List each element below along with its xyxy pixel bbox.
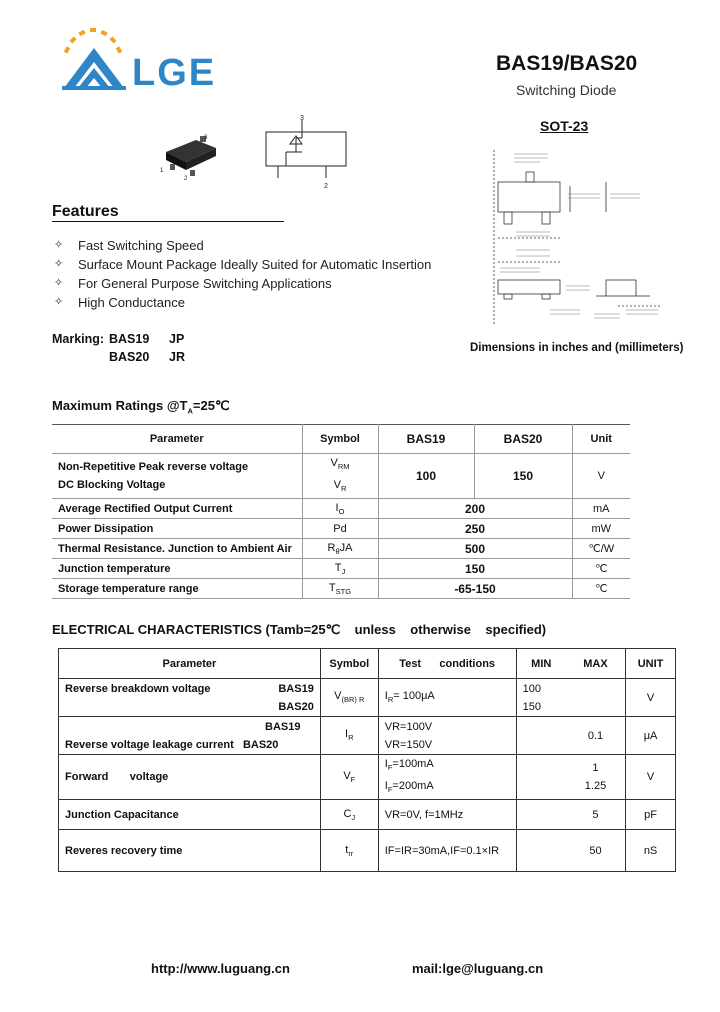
brand-name: LGE xyxy=(132,52,217,94)
test-trr: IF=IR=30mA,IF=0.1×IR xyxy=(378,830,516,872)
table-row xyxy=(52,539,630,559)
table-row xyxy=(52,559,630,579)
test-ir-1: VR=100V xyxy=(384,720,433,733)
value-rtheta: 500 xyxy=(378,539,572,559)
param-rtheta: Thermal Resistance. Junction to Ambient Air xyxy=(52,539,302,559)
table-header-row xyxy=(52,425,630,454)
param-tj: Junction temperature xyxy=(52,559,302,579)
header-bas20: BAS20 xyxy=(474,425,572,454)
max-vf-2: 1.25 xyxy=(584,780,607,793)
header-bas19: BAS19 xyxy=(378,425,474,454)
dimension-drawing xyxy=(490,146,665,328)
logo-mark-icon xyxy=(58,26,130,92)
unit-io: mA xyxy=(572,499,630,519)
feature-item: ✧ High Conductance xyxy=(54,295,185,310)
symbol-tj: $T_J$ xyxy=(302,559,378,579)
table-row xyxy=(59,755,676,800)
marking-code-2: JR xyxy=(169,350,185,364)
symbol-vr: $V_R$ xyxy=(333,479,347,494)
test-ir-2: VR=150V xyxy=(384,738,433,751)
footer-email[interactable]: mail:lge@luguang.cn xyxy=(412,961,544,976)
symbol-io: $I_O$ xyxy=(302,499,378,519)
part-bas19: BAS19 xyxy=(265,720,301,733)
unit-cj: pF xyxy=(626,800,676,830)
schem-pin2-label: 2 xyxy=(324,183,328,190)
part-title: BAS19/BAS20 xyxy=(496,52,638,75)
value-pd: 250 xyxy=(378,519,572,539)
header-unit: UNIT xyxy=(626,649,676,679)
unit-vbr: V xyxy=(626,679,676,717)
value-bas20-voltage: 150 xyxy=(474,454,572,499)
feature-item: ✧ Surface Mount Package Ideally Suited for Automatic Insertion xyxy=(54,257,432,272)
max-ratings-table xyxy=(52,424,630,599)
param-io: Average Rectified Output Current xyxy=(52,499,302,519)
package-photo xyxy=(158,130,228,182)
elec-table xyxy=(58,648,676,872)
table-row xyxy=(52,519,630,539)
elec-heading: ELECTRICAL CHARACTERISTICS (Tamb=25℃ unless otherwise specified) xyxy=(52,622,547,637)
unit-tj: ℃ xyxy=(572,559,630,579)
pin-schematic xyxy=(262,112,352,190)
symbol-rtheta: $R_\theta JA$ xyxy=(302,539,378,559)
package-name: SOT-23 xyxy=(540,118,589,134)
table-row xyxy=(59,800,676,830)
header-symbol: Symbol xyxy=(320,649,378,679)
table-row xyxy=(52,579,630,599)
max-trr: 50 xyxy=(566,830,626,872)
marking-part-2: BAS20 xyxy=(109,350,150,364)
brand-logo xyxy=(58,26,130,92)
feature-item: ✧ Fast Switching Speed xyxy=(54,238,204,253)
test-cj: VR=0V, f=1MHz xyxy=(378,800,516,830)
part-bas19: BAS19 xyxy=(278,682,314,695)
unit-pd: mW xyxy=(572,519,630,539)
header-test: Test conditions xyxy=(378,649,516,679)
unit-voltage: V xyxy=(572,454,630,499)
header-max: MAX xyxy=(566,649,626,679)
diamond-bullet-icon: ✧ xyxy=(54,239,64,251)
header-min: MIN xyxy=(516,649,566,679)
symbol-cj: $C_J$ xyxy=(320,800,378,830)
feature-item: ✧ For General Purpose Switching Applications xyxy=(54,276,332,291)
header-parameter: Parameter xyxy=(52,425,302,454)
max-ir: 0.1 xyxy=(566,717,626,755)
dimensions-caption: Dimensions in inches and (millimeters) xyxy=(470,342,684,354)
footer-url[interactable]: http://www.luguang.cn xyxy=(151,961,290,976)
features-underline xyxy=(52,221,284,222)
part-subtitle: Switching Diode xyxy=(516,82,617,98)
max-cj: 5 xyxy=(566,800,626,830)
unit-rtheta: ℃/W xyxy=(572,539,630,559)
symbol-vf: $V_F$ xyxy=(320,755,378,800)
value-tj: 150 xyxy=(378,559,572,579)
param-vbr: Reverse breakdown voltage xyxy=(65,682,211,695)
marking-label: Marking: xyxy=(52,332,105,346)
symbol-trr: $t_{rr}$ xyxy=(320,830,378,872)
diamond-bullet-icon: ✧ xyxy=(54,277,64,289)
unit-tstg: ℃ xyxy=(572,579,630,599)
symbol-ir: $I_R$ xyxy=(320,717,378,755)
symbol-pd: Pd xyxy=(302,519,378,539)
test-vbr: $I_R= 100\mu A$ xyxy=(378,679,516,717)
schem-pin3-label: 3 xyxy=(300,115,304,122)
param-cj: Junction Capacitance xyxy=(59,800,321,830)
marking-part-1: BAS19 xyxy=(109,332,150,346)
value-io: 200 xyxy=(378,499,572,519)
part-bas20: BAS20 xyxy=(242,738,279,751)
max-ratings-heading: Maximum Ratings $@T_A=25℃$ xyxy=(52,398,230,416)
symbol-vbr: $V_{(BR) R}$ xyxy=(320,679,378,717)
part-bas20: BAS20 xyxy=(278,700,314,713)
header-unit: Unit xyxy=(572,425,630,454)
param-vr: DC Blocking Voltage xyxy=(58,479,166,492)
unit-trr: nS xyxy=(626,830,676,872)
header-parameter: Parameter xyxy=(59,649,321,679)
param-vrm: Non-Repetitive Peak reverse voltage xyxy=(58,461,249,474)
table-row xyxy=(59,679,676,717)
diamond-bullet-icon: ✧ xyxy=(54,258,64,270)
symbol-vrm: $V_{RM}$ xyxy=(330,457,350,472)
table-header-row xyxy=(59,649,676,679)
value-bas19-voltage: 100 xyxy=(378,454,474,499)
header-symbol: Symbol xyxy=(302,425,378,454)
pin1-label: 1 xyxy=(160,168,164,174)
test-vf-2: $I_F=200mA$ xyxy=(384,780,434,795)
pin3-label: 3 xyxy=(204,135,208,141)
table-row xyxy=(59,830,676,872)
value-tstg: -65-150 xyxy=(378,579,572,599)
param-vf: Forward voltage xyxy=(59,755,321,800)
table-row xyxy=(52,454,630,499)
param-ir: Reverse voltage leakage current xyxy=(65,738,234,751)
max-vf-1: 1 xyxy=(592,762,599,775)
table-row xyxy=(59,717,676,755)
min-vbr-bas20: 150 xyxy=(522,700,541,713)
test-vf-1: $I_F=100mA$ xyxy=(384,758,434,773)
pin2-label: 2 xyxy=(184,176,188,182)
table-row xyxy=(52,499,630,519)
param-tstg: Storage temperature range xyxy=(52,579,302,599)
unit-ir: μA xyxy=(626,717,676,755)
param-pd: Power Dissipation xyxy=(52,519,302,539)
param-trr: Reveres recovery time xyxy=(59,830,321,872)
symbol-tstg: $T_{STG}$ xyxy=(302,579,378,599)
features-list xyxy=(54,236,431,312)
marking-code-1: JP xyxy=(169,332,185,346)
min-vbr-bas19: 100 xyxy=(522,682,541,695)
diamond-bullet-icon: ✧ xyxy=(54,296,64,308)
features-heading: Features xyxy=(52,203,119,220)
unit-vf: V xyxy=(626,755,676,800)
